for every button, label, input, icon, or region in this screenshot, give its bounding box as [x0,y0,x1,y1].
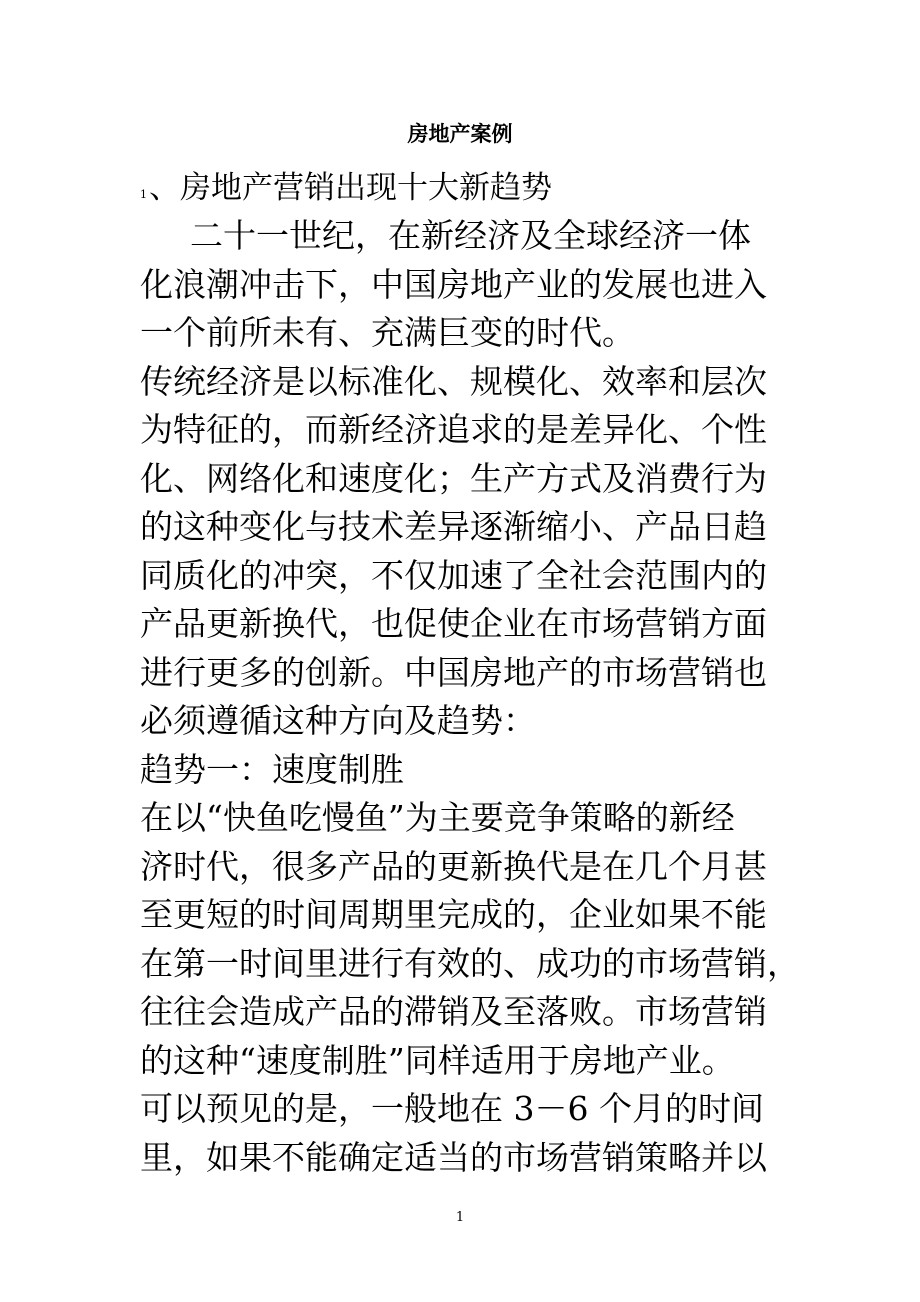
text-line: 可以预见的是，一般地在 3－6 个月的时间 [140,1089,764,1128]
text-line: 二十一世纪，在新经济及全球经济一体 [190,216,751,255]
text-line: 产品更新换代，也促使企业在市场营销方面 [140,604,767,643]
text-line: 的这种变化与技术差异逐渐缩小、产品日趋 [140,507,767,546]
text-line: 必须遵循这种方向及趋势： [140,701,536,740]
text-line: 传统经济是以标准化、规模化、效率和层次 [140,361,767,401]
body-text [140,212,800,1182]
text-line: 在第一时间里进行有效的、成功的市场营销， [140,943,800,983]
page-number: 1 [455,1210,465,1225]
text-line: 往往会造成产品的滞销及至落败。市场营销 [140,992,767,1031]
section-heading-text: 、房地产营销出现十大新趋势 [149,170,552,206]
text-line: 一个前所未有、充满巨变的时代。 [140,313,635,352]
text-line: 化浪潮冲击下，中国房地产业的发展也进入 [140,264,767,304]
text-line: 进行更多的创新。中国房地产的市场营销也 [140,652,767,692]
text-line: 的这种“速度制胜”同样适用于房地产业。 [140,1040,735,1080]
text-line: 在以“快鱼吃慢鱼”为主要竞争策略的新经 [140,798,735,837]
text-line: 趋势一：速度制胜 [140,749,404,789]
text-line: 化、网络化和速度化；生产方式及消费行为 [140,458,767,498]
section-heading [140,166,790,217]
text-line: 济时代，很多产品的更新换代是在几个月甚 [140,846,767,886]
text-line: 里，如果不能确定适当的市场营销策略并以 [140,1137,767,1177]
section-number: 1 [140,188,147,201]
document-title: 房地产案例 [407,121,513,146]
text-line: 为特征的，而新经济追求的是差异化、个性 [140,410,767,449]
text-line: 至更短的时间周期里完成的，企业如果不能 [140,895,767,934]
text-line: 同质化的冲突，不仅加速了全社会范围内的 [140,555,767,595]
